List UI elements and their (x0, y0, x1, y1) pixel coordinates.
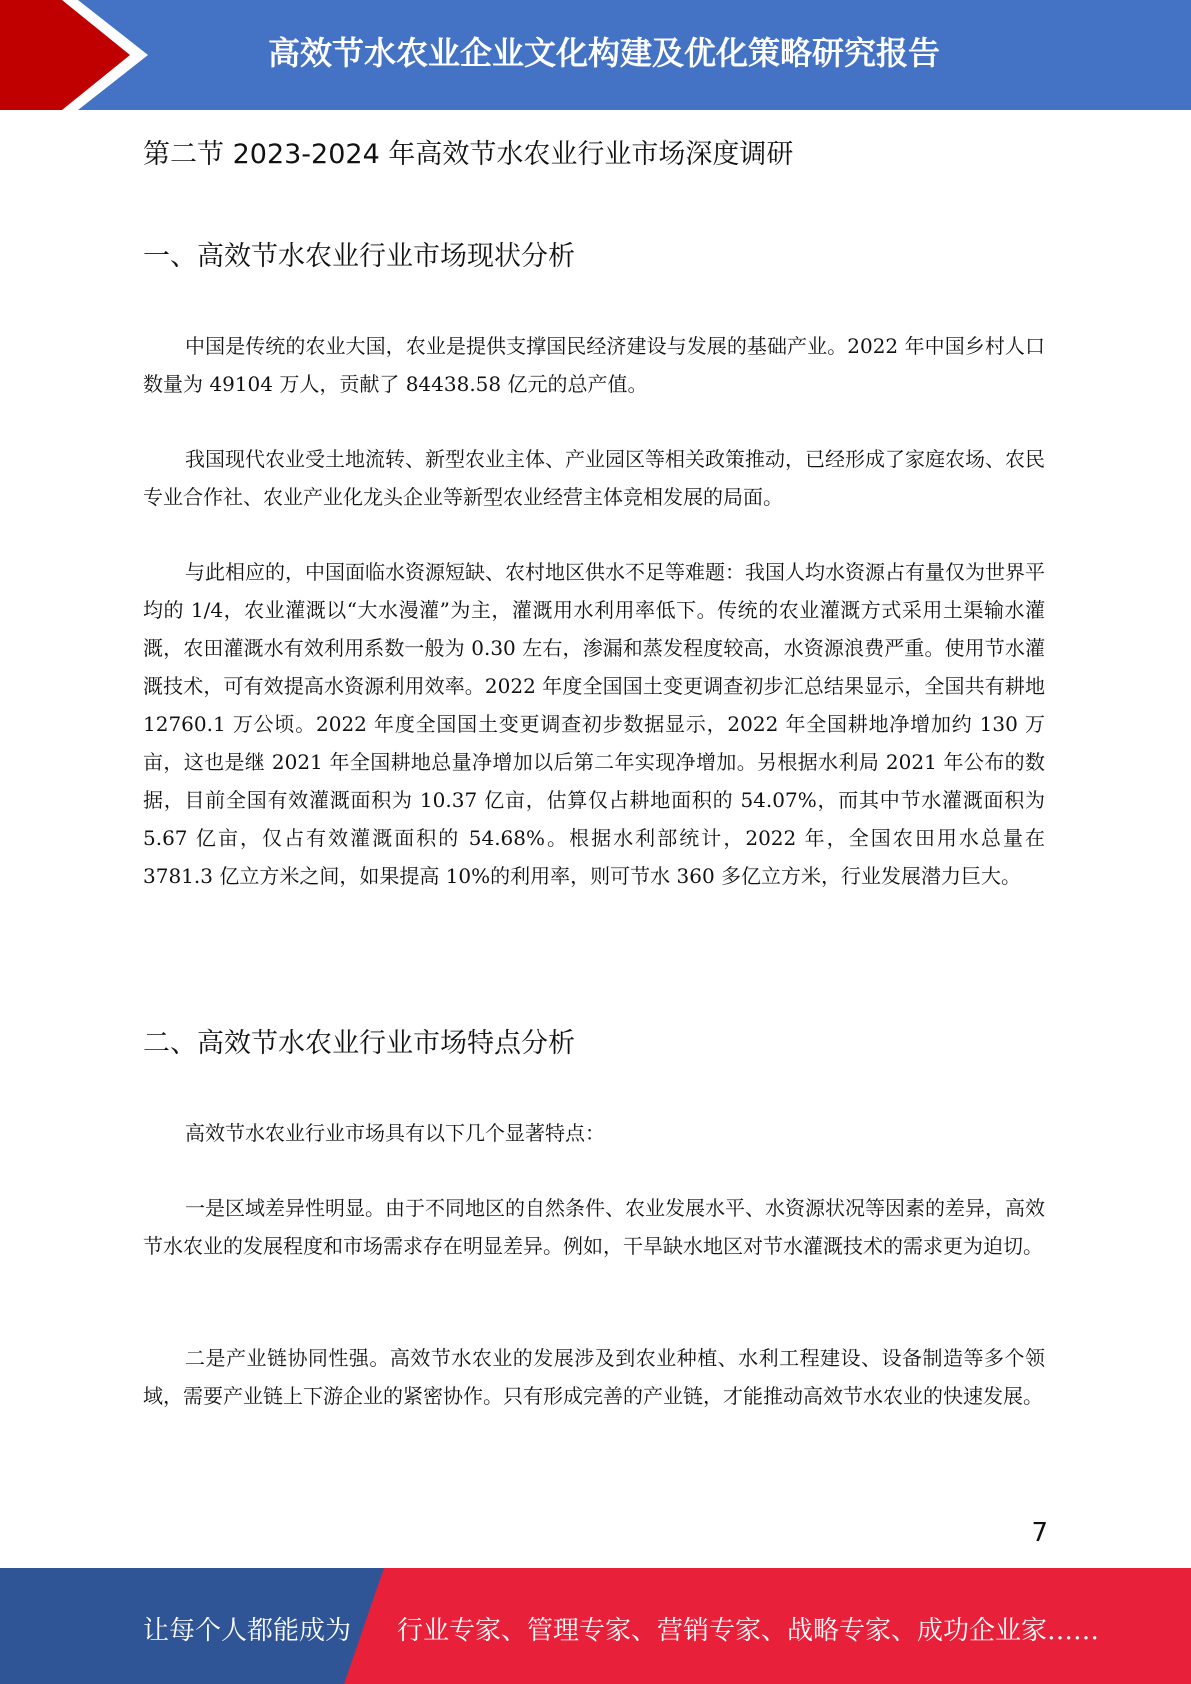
page-number: 7 (1031, 1518, 1048, 1548)
footer-slogan-left: 让每个人都能成为 (143, 1616, 352, 1646)
page-footer (0, 1568, 1191, 1684)
paragraph: 中国是传统的农业大国，农业是提供支撑国民经济建设与发展的基础产业。2022 年中国乡村人口数量为 49104 万人，贡献了 84438.58 亿元的总产值。 (143, 334, 1045, 396)
report-title: 高效节水农业企业文化构建及优化策略研究报告 (268, 34, 941, 72)
paragraph: 高效节水农业行业市场具有以下几个显著特点： (185, 1121, 605, 1145)
paragraph: 二是产业链协同性强。高效节水农业的发展涉及到农业种植、水利工程建设、设备制造等多个领域，需要产业链上下游企业的紧密协作。只有形成完善的产业链，才能推动高效节水农业的快速发展。 (143, 1346, 1045, 1408)
heading-market-status: 一、高效节水农业行业市场现状分析 (143, 241, 575, 272)
heading-market-features: 二、高效节水农业行业市场特点分析 (143, 1028, 575, 1059)
paragraph: 我国现代农业受土地流转、新型农业主体、产业园区等相关政策推动，已经形成了家庭农场、农民专业合作社、农业产业化龙头企业等新型农业经营主体竞相发展的局面。 (143, 447, 1045, 509)
paragraph: 一是区域差异性明显。由于不同地区的自然条件、农业发展水平、水资源状况等因素的差异，高效节水农业的发展程度和市场需求存在明显差异。例如，干旱缺水地区对节水灌溉技术的需求更为迫切。 (143, 1196, 1045, 1258)
section-title: 第二节 2023-2024 年高效节水农业行业市场深度调研 (143, 139, 794, 170)
footer-slogan-right: 行业专家、管理专家、营销专家、战略专家、成功企业家…… (397, 1616, 1100, 1646)
paragraph: 与此相应的，中国面临水资源短缺、农村地区供水不足等难题：我国人均水资源占有量仅为世界平均的 1/4，农业灌溉以“大水漫灌”为主，灌溉用水利用率低下。传统的农业灌溉方式采用土渠输水灌溉，农田灌溉水有效利用系数一般为 0.30 左右，渗漏和蒸发程度较高，水资源浪费严重。使用节水灌溉技术，可有效提高水资源利用效率。2022 年度全国国土变更调查初步汇总结果显示，全国共有耕地 12760.1 万公顷。2022 年度全国国土变更调查初步数据显示，2022 年全国耕地净增加约 130 万亩，这也是继 2021 年全国耕地总量净增加以后第二年实现净增加。另根据水利局 2021 年公布的数据，目前全国有效灌溉面积为 10.37 亿亩，估算仅占耕地面积的 54.07%，而其中节水灌溉面积为 5.67 亿亩，仅占有效灌溉面积的 54.68%。根据水利部统计，2022 年，全国农田用水总量在 3781.3 亿立方米之间，如果提高 10%的利用率，则可节水 360 多亿立方米，行业发展潜力巨大。 (143, 560, 1045, 888)
page-header (0, 0, 1191, 110)
